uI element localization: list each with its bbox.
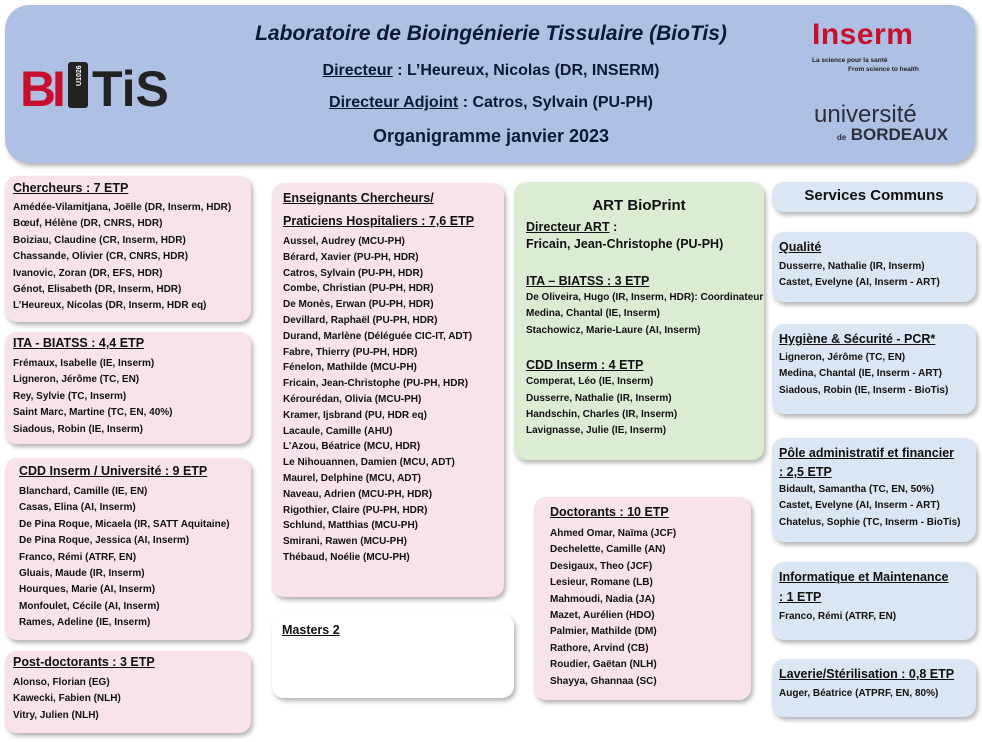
enseignant-item: De Monès, Erwan (PU-PH, HDR) <box>283 299 434 311</box>
art-cdd-title: CDD Inserm : 4 ETP <box>526 358 644 373</box>
enseignant-item: Combe, Christian (PU-PH, HDR) <box>283 283 434 295</box>
cdd-universite-item: De Pina Roque, Micaela (IR, SATT Aquitaine) <box>19 518 230 530</box>
chercheurs-list <box>13 200 243 315</box>
doctorants-list <box>550 526 735 690</box>
postdoc-item: Vitry, Julien (NLH) <box>13 709 99 721</box>
art-ita-list <box>526 290 764 339</box>
doctorant-item: Shayya, Ghannaa (SC) <box>550 675 657 687</box>
enseignants-title-1: Enseignants Chercheurs/ <box>283 191 434 205</box>
doctorant-item: Lesieur, Romane (LB) <box>550 577 653 589</box>
biotis-logo <box>18 48 168 128</box>
doctorant-item: Rathore, Arvind (CB) <box>550 642 649 654</box>
enseignant-item: Lacaule, Camille (AHU) <box>283 425 393 437</box>
svg-text:B: B <box>20 61 57 117</box>
pole-admin-box <box>772 438 976 542</box>
chercheur-item: Boiziau, Claudine (CR, Inserm, HDR) <box>13 234 186 246</box>
art-cdd-item: Comperat, Léo (IE, Inserm) <box>526 376 654 388</box>
cdd-universite-item: Gluais, Maude (IR, Inserm) <box>19 568 145 580</box>
ita-biatss-item: Saint Marc, Martine (TC, EN, 40%) <box>13 407 173 419</box>
enseignant-item: Kérourédan, Olivia (MCU-PH) <box>283 393 422 405</box>
art-bioprint-box <box>514 182 764 460</box>
ita-biatss-item: Frémaux, Isabelle (IE, Inserm) <box>13 358 155 369</box>
services-communs-title: Services Communs <box>804 187 944 204</box>
laverie-list <box>779 686 969 702</box>
masters-box <box>272 614 514 698</box>
enseignant-item: Naveau, Adrien (MCU-PH, HDR) <box>283 488 433 500</box>
doctorants-box <box>534 497 751 700</box>
biotis-logo-code: U1026 <box>76 65 83 86</box>
art-cdd-item: Dusserre, Nathalie (IR, Inserm) <box>526 392 672 404</box>
cdd-universite-box <box>5 458 251 640</box>
art-director-label: Directeur ART <box>526 220 610 234</box>
hygiene-list <box>779 350 969 399</box>
qualite-title: Qualité <box>779 240 822 254</box>
qualite-list <box>779 259 969 292</box>
enseignant-item: Thébaud, Noélie (MCU-PH) <box>283 551 410 563</box>
informatique-title-2: : 1 ETP <box>779 590 822 604</box>
chercheur-item: Ivanovic, Zoran (DR, EFS, HDR) <box>13 267 163 279</box>
qualite-box <box>772 232 976 302</box>
postdocs-box <box>5 651 251 733</box>
page-subtitle: Organigramme janvier 2023 <box>372 126 610 146</box>
art-ita-item: De Oliveira, Hugo (IR, Inserm, HDR): Coordinateur <box>526 292 764 303</box>
doctorant-item: Roudier, Gaëtan (NLH) <box>550 659 657 671</box>
informatique-box <box>772 562 976 640</box>
ita-biatss-list <box>13 356 243 438</box>
enseignant-item: Maurel, Delphine (MCU, ADT) <box>283 472 421 484</box>
art-director-name: Fricain, Jean-Christophe (PU-PH) <box>526 237 724 251</box>
hygiene-item: Ligneron, Jérôme (TC, EN) <box>779 352 906 363</box>
chercheur-item: Bœuf, Hélène (DR, CNRS, HDR) <box>13 218 163 230</box>
chercheur-item: Amédée-Vilamitjana, Joëlle (DR, Inserm, HDR) <box>13 202 232 213</box>
doctorant-item: Palmier, Mathilde (DM) <box>550 626 657 638</box>
pole-admin-item: Chatelus, Sophie (TC, Inserm - BioTis) <box>779 516 961 528</box>
enseignant-item: Le Nihouannen, Damien (MCU, ADT) <box>283 457 455 469</box>
enseignants-title-2: Praticiens Hospitaliers : 7,6 ETP <box>283 214 475 228</box>
cdd-universite-title: CDD Inserm / Université : 9 ETP <box>19 464 208 478</box>
ita-biatss-item: Siadous, Robin (IE, Inserm) <box>13 423 144 435</box>
director-value: : L’Heureux, Nicolas (DR, INSERM) <box>392 62 660 79</box>
chercheur-item: Génot, Elisabeth (DR, Inserm, HDR) <box>13 284 182 296</box>
de-word: de <box>836 133 847 142</box>
ita-biatss-box <box>5 332 251 444</box>
art-director-label-line <box>526 219 752 236</box>
inserm-logo <box>812 18 962 74</box>
director-label: Directeur <box>322 62 393 79</box>
svg-text:I: I <box>52 61 66 117</box>
art-cdd-list <box>526 374 752 440</box>
enseignant-item: Fénelon, Mathilde (MCU-PH) <box>283 362 417 374</box>
pole-admin-title-2: : 2,5 ETP <box>779 465 832 479</box>
qualite-item: Dusserre, Nathalie (IR, Inserm) <box>779 261 925 272</box>
informatique-title-1: Informatique et Maintenance <box>779 570 949 584</box>
doctorant-item: Mahmoudi, Nadia (JA) <box>550 593 656 605</box>
cdd-universite-item: De Pina Roque, Jessica (AI, Inserm) <box>19 535 190 547</box>
enseignant-item: Aussel, Audrey (MCU-PH) <box>283 236 405 247</box>
svg-text:TiS: TiS <box>92 61 168 117</box>
doctorants-title: Doctorants : 10 ETP <box>550 505 669 519</box>
doctorant-item: Dechelette, Camille (AN) <box>550 544 666 556</box>
art-ita-title: ITA – BIATSS : 3 ETP <box>526 274 650 288</box>
postdocs-title: Post-doctorants : 3 ETP <box>13 655 155 669</box>
bordeaux-word: BORDEAUX <box>850 125 948 144</box>
hygiene-box <box>772 324 976 414</box>
cdd-universite-item: Rames, Adeline (IE, Inserm) <box>19 617 151 629</box>
universite-bordeaux-logo <box>812 101 962 147</box>
doctorant-item: Ahmed Omar, Naïma (JCF) <box>550 528 677 539</box>
pole-admin-item: Bidault, Samantha (TC, EN, 50%) <box>779 484 935 495</box>
enseignant-item: Smirani, Rawen (MCU-PH) <box>283 536 407 548</box>
doctorant-item: Desigaux, Theo (JCF) <box>550 560 653 572</box>
masters-title: Masters 2 <box>282 623 340 637</box>
cdd-universite-item: Hourques, Marie (AI, Inserm) <box>19 584 156 596</box>
qualite-item: Castet, Evelyne (AI, Inserm - ART) <box>779 277 940 289</box>
doctorant-item: Mazet, Aurélien (HDO) <box>550 610 655 622</box>
lab-name: Laboratoire de Bioingénierie Tissulaire (BioTis) <box>255 22 727 45</box>
cdd-universite-item: Franco, Rémi (ATRF, EN) <box>19 551 137 563</box>
art-cdd-item: Handschin, Charles (IR, Inserm) <box>526 409 678 421</box>
laverie-title: Laverie/Stérilisation : 0,8 ETP <box>779 667 955 681</box>
universite-word: université <box>814 101 917 128</box>
enseignant-item: Bérard, Xavier (PU-PH, HDR) <box>283 251 419 263</box>
chercheurs-box <box>5 176 251 322</box>
cdd-universite-item: Monfoulet, Cécile (AI, Inserm) <box>19 600 160 612</box>
enseignant-item: Fricain, Jean-Christophe (PU-PH, HDR) <box>283 378 469 390</box>
enseignant-item: Kramer, Ijsbrand (PU, HDR eq) <box>283 409 427 421</box>
postdocs-list <box>13 675 243 724</box>
chercheur-item: L’Heureux, Nicolas (DR, Inserm, HDR eq) <box>13 300 207 312</box>
inserm-tagline-fr: La science pour la santé <box>812 57 888 64</box>
cdd-universite-item: Casas, Elina (AI, Inserm) <box>19 502 136 514</box>
chercheur-item: Chassande, Olivier (CR, CNRS, HDR) <box>13 251 189 263</box>
enseignant-item: Schlund, Matthias (MCU-PH) <box>283 520 418 532</box>
art-cdd-item: Lavignasse, Julie (IE, Inserm) <box>526 425 667 437</box>
postdoc-item: Alonso, Florian (EG) <box>13 677 110 688</box>
chercheurs-title: Chercheurs : 7 ETP <box>13 181 129 195</box>
hygiene-item: Siadous, Robin (IE, Inserm - BioTis) <box>779 384 949 396</box>
enseignant-item: Fabre, Thierry (PU-PH, HDR) <box>283 346 418 358</box>
enseignant-item: L’Azou, Béatrice (MCU, HDR) <box>283 441 421 453</box>
pole-admin-title-1: Pôle administratif et financier <box>779 446 955 460</box>
art-ita-item: Stachowicz, Marie-Laure (AI, Inserm) <box>526 324 701 336</box>
inserm-tagline-en: From science to health <box>848 66 919 73</box>
enseignant-item: Catros, Sylvain (PU-PH, HDR) <box>283 267 424 279</box>
deputy-value: : Catros, Sylvain (PU-PH) <box>458 94 653 111</box>
deputy-label: Directeur Adjoint <box>329 94 459 111</box>
hygiene-title: Hygiène & Sécurité - PCR* <box>779 332 936 346</box>
services-communs-header <box>772 182 976 212</box>
postdoc-item: Kawecki, Fabien (NLH) <box>13 693 121 705</box>
enseignants-box <box>272 183 504 597</box>
enseignant-item: Durand, Marlène (Déléguée CIC-IT, ADT) <box>283 330 473 342</box>
pole-admin-item: Castet, Evelyne (AI, Inserm - ART) <box>779 500 940 512</box>
informatique-item: Franco, Rémi (ATRF, EN) <box>779 611 897 622</box>
pole-admin-list <box>779 482 969 531</box>
enseignant-item: Rigothier, Claire (PU-PH, HDR) <box>283 504 428 516</box>
inserm-wordmark: Inserm <box>812 18 914 51</box>
ita-biatss-item: Rey, Sylvie (TC, Inserm) <box>13 390 127 402</box>
hygiene-item: Medina, Chantal (IE, Inserm - ART) <box>779 368 942 380</box>
laverie-box <box>772 659 976 717</box>
enseignants-list <box>283 234 493 566</box>
ita-biatss-title: ITA - BIATSS : 4,4 ETP <box>13 336 145 350</box>
informatique-list <box>779 609 969 625</box>
art-bioprint-title: ART BioPrint <box>592 197 686 214</box>
ita-biatss-item: Ligneron, Jérôme (TC, EN) <box>13 374 140 386</box>
cdd-universite-item: Blanchard, Camille (IE, EN) <box>19 486 148 497</box>
enseignant-item: Devillard, Raphaël (PU-PH, HDR) <box>283 314 438 326</box>
art-ita-item: Medina, Chantal (IE, Inserm) <box>526 308 660 320</box>
cdd-universite-list <box>19 484 243 632</box>
laverie-item: Auger, Béatrice (ATPRF, EN, 80%) <box>779 688 939 699</box>
art-director-colon: : <box>609 220 618 234</box>
